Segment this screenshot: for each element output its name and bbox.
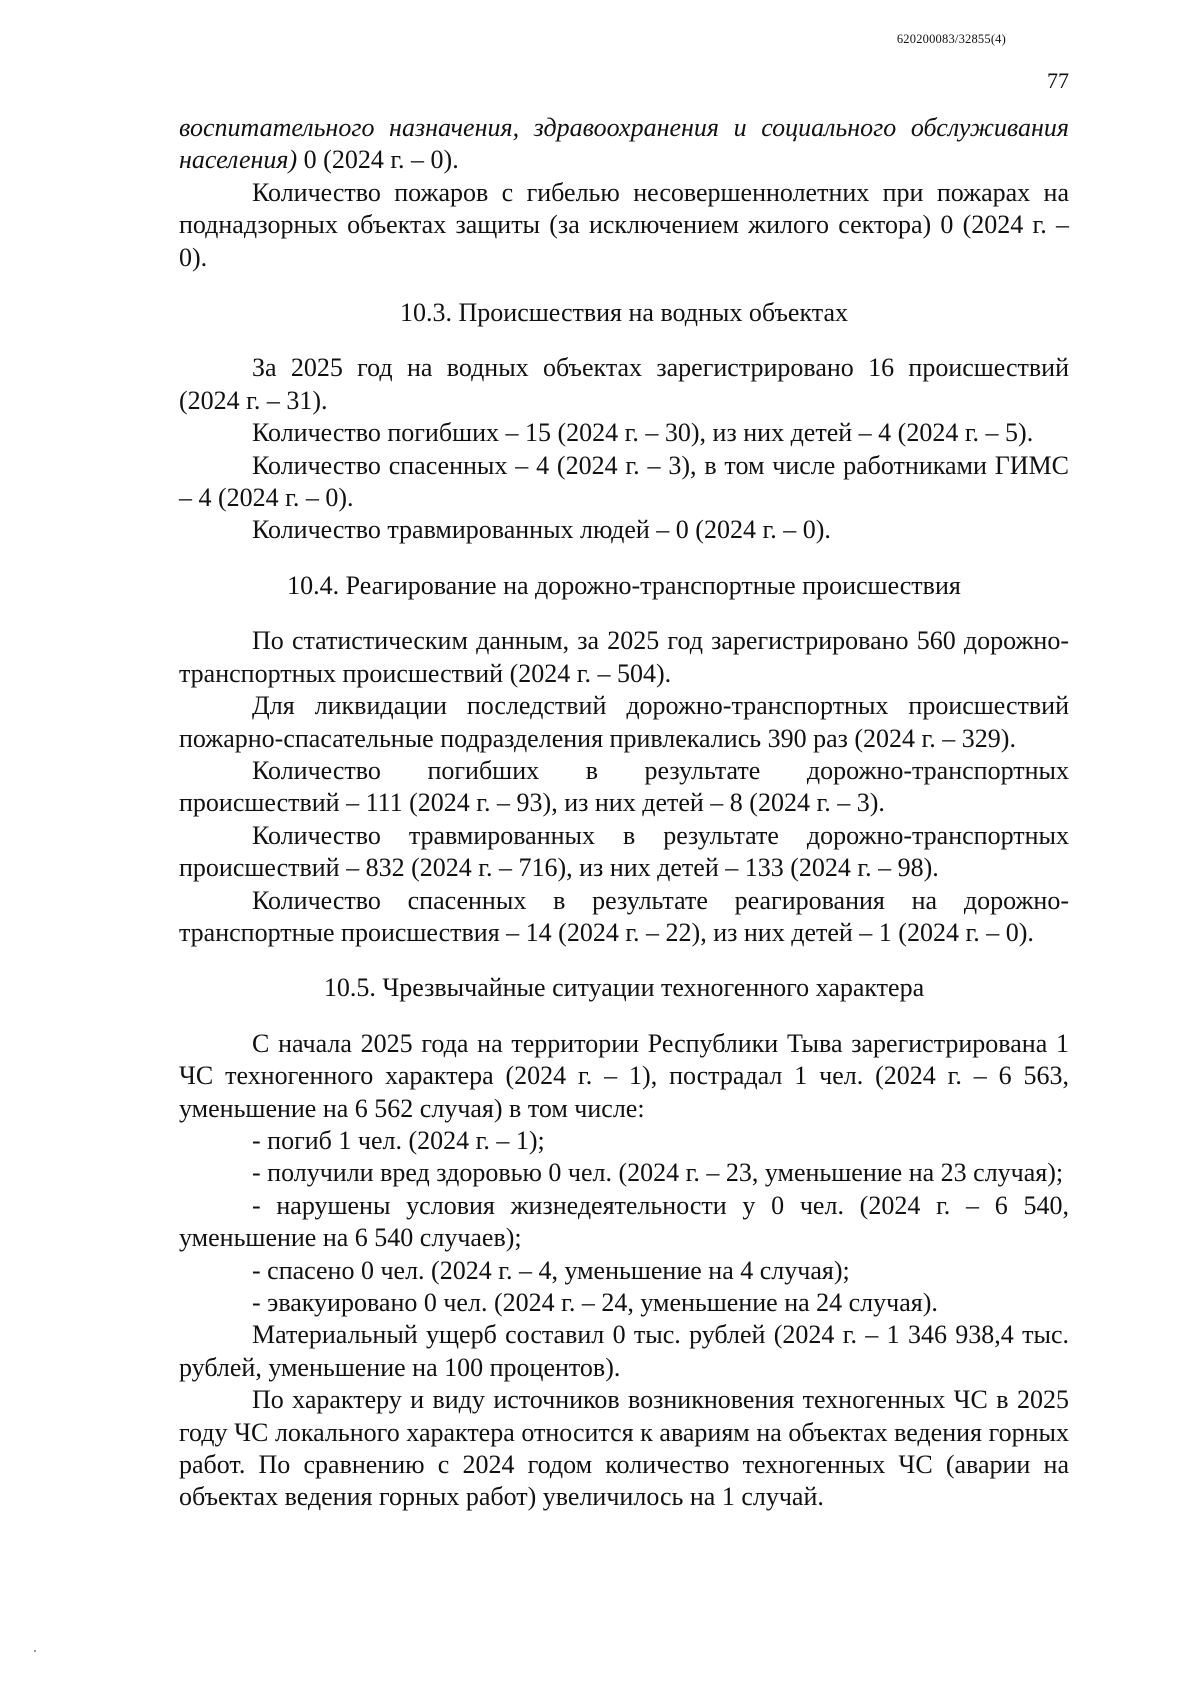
paragraph: За 2025 год на водных объектах зарегистрировано 16 происшествий (2024 г. – 31). (179, 353, 1069, 415)
paragraph: Количество погибших – 15 (2024 г. – 30), из них детей – 4 (2024 г. – 5). (252, 418, 1034, 448)
paragraph: Для ликвидации последствий дорожно-транспортных происшествий пожарно-спасательные подразделения привлекались 390 раз (2024 г. – 329). (179, 691, 1069, 753)
section-heading-10-4: 10.4. Реагирование на дорожно-транспортные происшествия (287, 570, 961, 600)
italic-text: воспитательного назначения, здравоохранения и социального обслуживания населения) (179, 113, 1069, 175)
list-item: - погиб 1 чел. (2024 г. – 1); (252, 1125, 545, 1155)
paragraph: С начала 2025 года на территории Республики Тыва зарегистрирована 1 ЧС техногенного характера (2024 г. – 1), пострадал 1 чел. (2024 г. – 6 563, уменьшение на 6 562 случая) в том числе: (179, 1028, 1069, 1123)
paragraph: Количество травмированных в результате дорожно-транспортных происшествий – 832 (2024 г. – 716), из них детей – 133 (2024 г. – 98). (179, 820, 1069, 883)
scan-speck (34, 1650, 36, 1652)
page-number: 77 (1047, 68, 1069, 93)
list-item: - получили вред здоровью 0 чел. (2024 г. – 23, уменьшение на 23 случая); (252, 1158, 1064, 1188)
list-item: - нарушены условия жизнедеятельности у 0 чел. (2024 г. – 6 540, уменьшение на 6 540 случаев); (179, 1190, 1069, 1253)
paragraph-text: 0 (2024 г. – 0). (297, 145, 459, 175)
list-item: - эвакуировано 0 чел. (2024 г. – 24, уменьшение на 24 случая). (252, 1288, 938, 1317)
paragraph: Количество погибших в результате дорожно-транспортных происшествий – 111 (2024 г. – 93), из них детей – 8 (2024 г. – 3). (179, 755, 1069, 818)
paragraph: По характеру и виду источников возникновения техногенных ЧС в 2025 году ЧС локального характера относится к авариям на объектах ведения горных работ. По сравнению с 2024 годом количество техногенных ЧС (аварии на объектах ведения горных работ) увеличилось на 1 случай. (179, 1385, 1069, 1512)
paragraph: Количество травмированных людей – 0 (2024 г. – 0). (252, 515, 831, 545)
paragraph: Материальный ущерб составил 0 тыс. рублей (2024 г. – 1 346 938,4 тыс. рублей, уменьшение на 100 процентов). (179, 1320, 1069, 1382)
list-item: - спасено 0 чел. (2024 г. – 4, уменьшение на 4 случая); (252, 1255, 850, 1285)
paragraph: Количество спасенных в результате реагирования на дорожно-транспортные происшествия – 14 (2024 г. – 22), из них детей – 1 (2024 г. – 0). (179, 885, 1069, 947)
paragraph: По статистическим данным, за 2025 год зарегистрировано 560 дорожно-транспортных происшествий (2024 г. – 504). (179, 626, 1069, 688)
document-body (179, 112, 1069, 1514)
paragraph: Количество спасенных – 4 (2024 г. – 3), в том числе работниками ГИМС – 4 (2024 г. – 0). (179, 450, 1069, 513)
document-code: 620200083/32855(4) (896, 32, 1006, 46)
paragraph-continuation (179, 112, 1069, 177)
paragraph: Количество пожаров с гибелью несовершеннолетних при пожарах на поднадзорных объектах защиты (за исключением жилого сектора) 0 (2024 г. – 0). (179, 177, 1069, 272)
section-heading-10-3: 10.3. Происшествия на водных объектах (400, 298, 848, 328)
section-heading-10-5: 10.5. Чрезвычайные ситуации техногенного характера (323, 973, 925, 1003)
